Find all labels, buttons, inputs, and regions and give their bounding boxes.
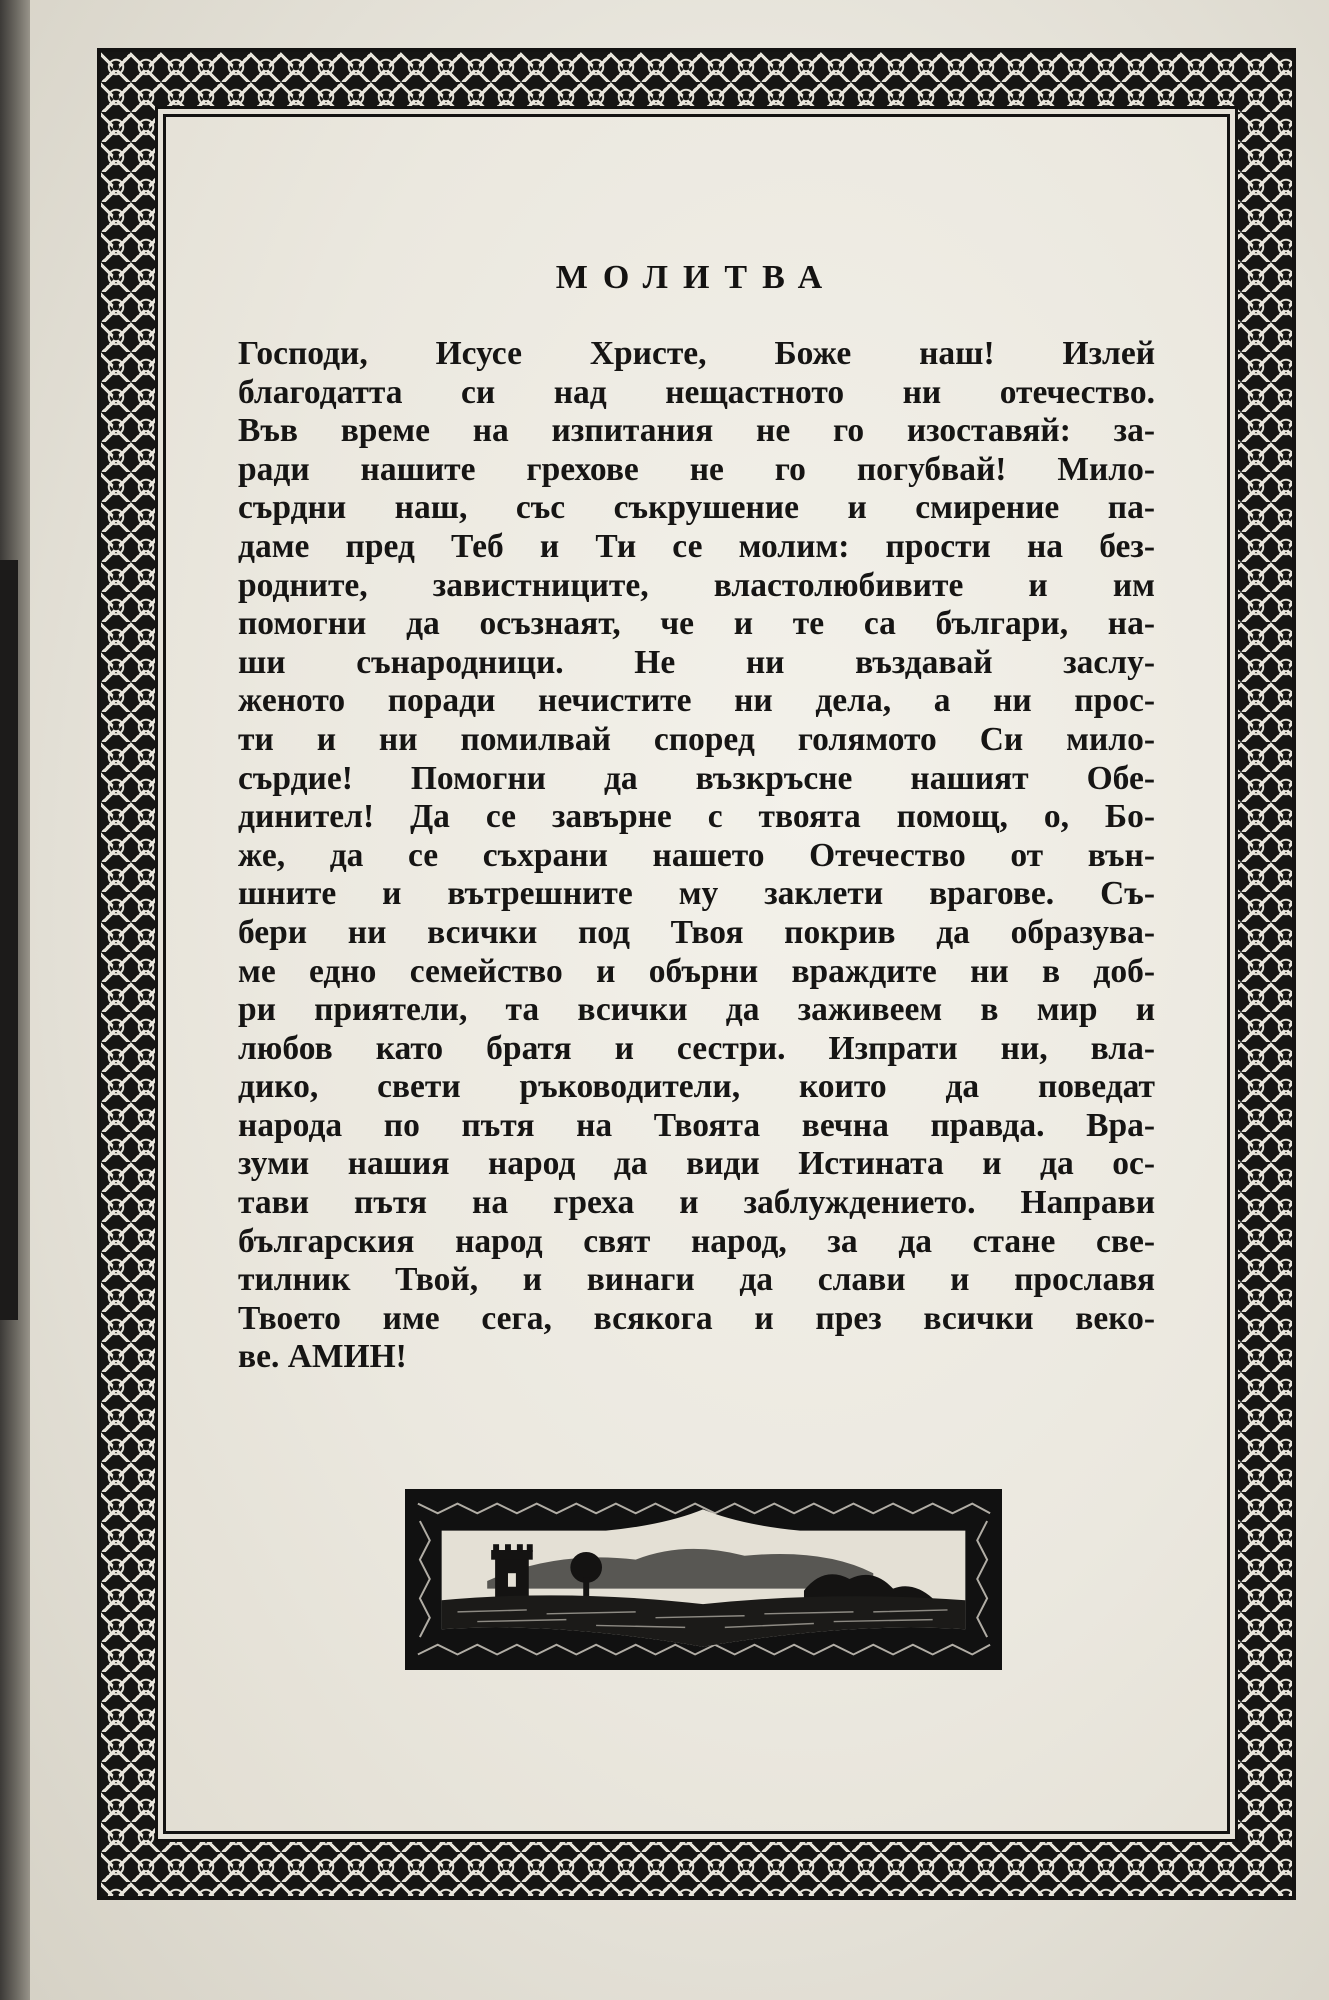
prayer-text — [238, 335, 1155, 1377]
prayer-line: зуми нашия народ да види Истината и да ос- — [238, 1145, 1155, 1183]
prayer-line: ради нашите грехове не го погубвай! Мило- — [238, 450, 1155, 488]
prayer-line: помогни да осъзнаят, че и те са българи, на- — [238, 605, 1155, 643]
prayer-line: ши сънародници. Не ни въздавай заслу- — [238, 643, 1155, 681]
prayer-line: сърдни наш, със съкрушение и смирение па- — [238, 489, 1155, 527]
prayer-line: народа по пътя на Твоята вечна правда. Вра- — [238, 1106, 1155, 1144]
prayer-line: любов като братя и сестри. Изпрати ни, вла- — [238, 1029, 1155, 1067]
prayer-line: ме едно семейство и обърни враждите ни в доб- — [238, 952, 1155, 990]
prayer-line: българския народ свят народ, за да стане све- — [238, 1222, 1155, 1260]
prayer-line: ри приятели, та всички да заживеем в мир и — [238, 991, 1155, 1029]
adjacent-page-image — [0, 560, 18, 1320]
prayer-line: динител! Да се завърне с твоята помощ, о, Бо- — [238, 798, 1155, 836]
prayer-line: бери ни всички под Твоя покрив да образува- — [238, 913, 1155, 951]
prayer-line: ти и ни помилвай според голямото Си мило- — [238, 720, 1155, 758]
prayer-line: тави пътя на греха и заблуждението. Направи — [238, 1184, 1155, 1222]
prayer-line: благодатта си над нещастното ни отечество. — [238, 373, 1155, 411]
prayer-line: дико, свети ръководители, които да поведат — [238, 1068, 1155, 1106]
page-title: МОЛИТВА — [555, 259, 838, 296]
prayer-line: тилник Твой, и винаги да слави и прославя — [238, 1261, 1155, 1299]
prayer-line: ве. АМИН! — [238, 1338, 407, 1376]
ornamental-border-icon — [97, 48, 1296, 1900]
prayer-line: родните, завистниците, властолюбивите и им — [238, 566, 1155, 604]
prayer-line: Господи, Исусе Христе, Боже наш! Излей — [238, 335, 1155, 372]
prayer-line: же, да се съхрани нашето Отечество от вън- — [238, 836, 1155, 874]
prayer-line: женото поради нечистите ни дела, а ни прос- — [238, 682, 1155, 720]
prayer-line: шните и вътрешните му заклети врагове. Съ- — [238, 875, 1155, 913]
book-page — [30, 0, 1329, 2000]
prayer-line: Във време на изпитания не го изоставяй: за- — [238, 412, 1155, 450]
text-panel — [163, 114, 1230, 1834]
prayer-line: сърдие! Помогни да възкръсне нашият Обе- — [238, 759, 1155, 797]
prayer-line: Твоето име сега, всякога и през всички веко- — [238, 1299, 1155, 1337]
prayer-line: даме пред Теб и Ти се молим: прости на без- — [238, 527, 1155, 565]
woodcut-landscape-icon — [405, 1489, 1002, 1670]
